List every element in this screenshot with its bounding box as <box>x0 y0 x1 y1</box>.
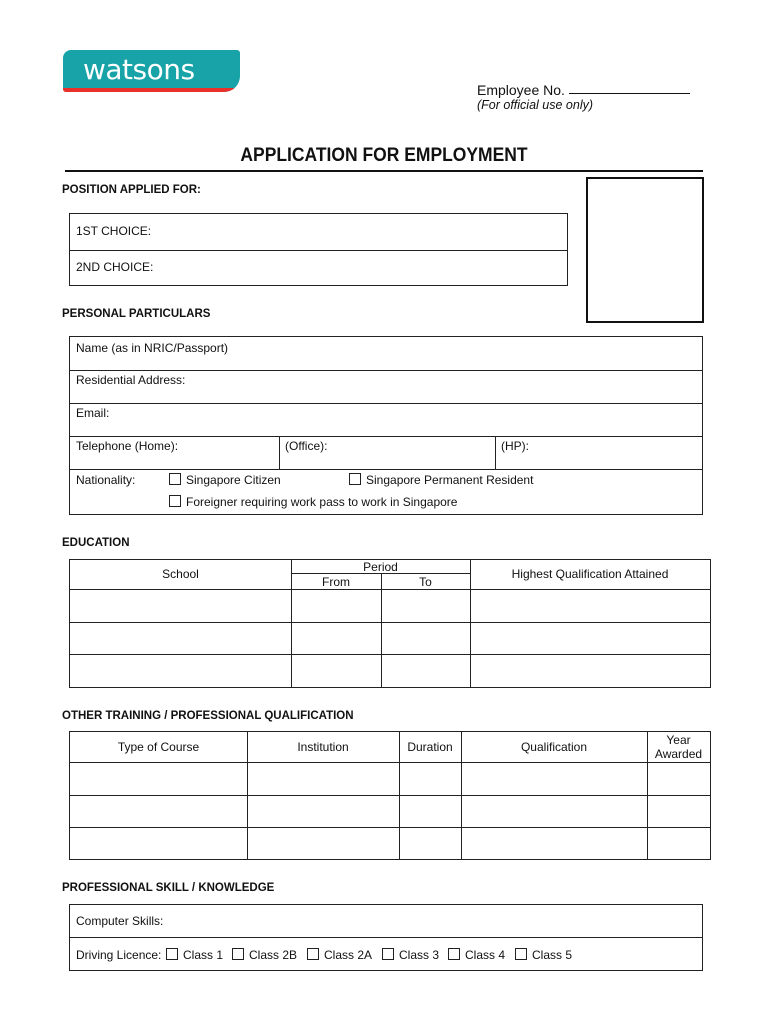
option-label: Foreigner requiring work pass to work in Singapore <box>186 495 458 509</box>
personal-table <box>69 336 703 515</box>
option-foreigner[interactable] <box>169 495 457 509</box>
col-from: From <box>322 575 350 589</box>
position-table <box>69 213 568 286</box>
checkbox[interactable] <box>349 473 361 485</box>
logo-stripe <box>63 88 240 92</box>
skills-heading: PROFESSIONAL SKILL / KNOWLEDGE <box>62 882 275 894</box>
option-label: Class 1 <box>183 948 224 962</box>
col-school: School <box>162 567 199 581</box>
licence-class-2b[interactable] <box>232 948 297 962</box>
licence-class-5[interactable] <box>515 948 572 962</box>
form-title: APPLICATION FOR EMPLOYMENT <box>240 145 528 166</box>
telephone-office-field[interactable]: (Office): <box>285 439 328 453</box>
row-divider <box>70 654 710 655</box>
address-field[interactable]: Residential Address: <box>76 373 186 387</box>
checkbox[interactable] <box>169 473 181 485</box>
computer-skills-field[interactable]: Computer Skills: <box>76 914 164 928</box>
row-divider <box>70 795 710 796</box>
licence-class-4[interactable] <box>448 948 505 962</box>
col-duration: Duration <box>407 740 453 754</box>
telephone-hp-field[interactable]: (HP): <box>501 439 529 453</box>
checkbox[interactable] <box>448 948 460 960</box>
licence-class-1[interactable] <box>166 948 223 962</box>
col-period: Period <box>363 560 398 574</box>
option-label: Class 4 <box>465 948 506 962</box>
option-singapore-pr[interactable] <box>349 473 533 487</box>
option-label: Class 2B <box>249 948 298 962</box>
option-label: Class 2A <box>324 948 373 962</box>
second-choice-field[interactable]: 2ND CHOICE: <box>76 260 154 274</box>
position-heading: POSITION APPLIED FOR: <box>62 184 201 196</box>
logo-text: watsons <box>83 53 195 86</box>
row-divider <box>70 370 702 371</box>
licence-class-3[interactable] <box>382 948 439 962</box>
driving-licence-label: Driving Licence: <box>76 948 162 962</box>
row-divider <box>70 622 710 623</box>
name-field[interactable]: Name (as in NRIC/Passport) <box>76 341 229 355</box>
telephone-home-field[interactable]: Telephone (Home): <box>76 439 179 453</box>
title-divider <box>65 170 703 172</box>
employee-no-label: Employee No. <box>477 82 565 98</box>
checkbox[interactable] <box>515 948 527 960</box>
email-field[interactable]: Email: <box>76 406 110 420</box>
skills-table <box>69 904 703 971</box>
col-year: Year <box>666 733 691 747</box>
checkbox[interactable] <box>169 495 181 507</box>
col-to: To <box>419 575 432 589</box>
personal-heading: PERSONAL PARTICULARS <box>62 308 211 320</box>
checkbox[interactable] <box>232 948 244 960</box>
header-divider <box>70 589 710 590</box>
employee-no-field[interactable] <box>569 93 690 94</box>
licence-class-2a[interactable] <box>307 948 372 962</box>
checkbox[interactable] <box>382 948 394 960</box>
col-qualification: Highest Qualification Attained <box>511 567 669 581</box>
official-use-note: (For official use only) <box>477 98 594 112</box>
row-divider <box>70 250 567 251</box>
header-divider <box>70 762 710 763</box>
watsons-logo <box>63 50 240 92</box>
nationality-label: Nationality: <box>76 473 136 487</box>
checkbox[interactable] <box>307 948 319 960</box>
training-heading: OTHER TRAINING / PROFESSIONAL QUALIFICATION <box>62 710 354 722</box>
training-table <box>69 731 711 860</box>
option-label: Class 3 <box>399 948 440 962</box>
row-divider <box>70 469 702 470</box>
checkbox[interactable] <box>166 948 178 960</box>
col-divider <box>279 436 280 469</box>
photo-box[interactable] <box>586 177 704 323</box>
col-awarded: Awarded <box>654 747 703 761</box>
row-divider <box>70 436 702 437</box>
col-qualification: Qualification <box>520 740 588 754</box>
first-choice-field[interactable]: 1ST CHOICE: <box>76 224 152 238</box>
row-divider <box>70 403 702 404</box>
option-singapore-citizen[interactable] <box>169 473 281 487</box>
option-label: Class 5 <box>532 948 573 962</box>
col-institution: Institution <box>297 740 349 754</box>
option-label: Singapore Permanent Resident <box>366 473 534 487</box>
row-divider <box>70 827 710 828</box>
education-table <box>69 559 711 688</box>
option-label: Singapore Citizen <box>186 473 281 487</box>
education-heading: EDUCATION <box>62 537 130 549</box>
col-divider <box>381 573 382 687</box>
row-divider <box>70 937 702 938</box>
col-type-of-course: Type of Course <box>117 740 200 754</box>
col-divider <box>495 436 496 469</box>
